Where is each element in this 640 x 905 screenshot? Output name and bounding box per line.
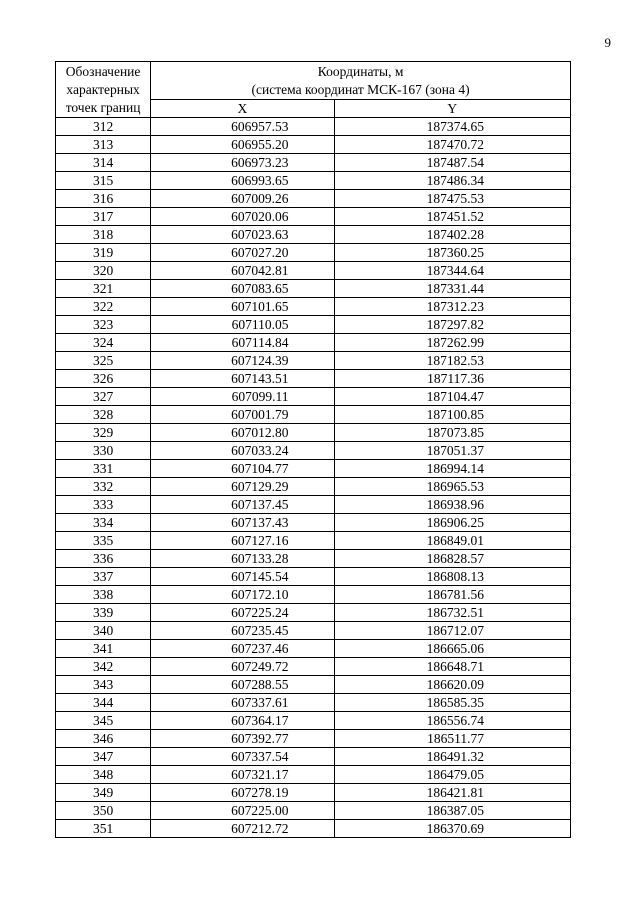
point-number-cell: 348 [56, 766, 151, 784]
table-row [56, 208, 571, 226]
x-coordinate-cell: 607129.29 [151, 478, 334, 496]
x-coordinate-cell: 606955.20 [151, 136, 334, 154]
table-row [56, 370, 571, 388]
table-row [56, 514, 571, 532]
point-number-cell: 317 [56, 208, 151, 226]
point-number-cell: 351 [56, 820, 151, 838]
point-number-cell: 350 [56, 802, 151, 820]
y-coordinate-cell: 187487.54 [334, 154, 570, 172]
x-coordinate-cell: 607104.77 [151, 460, 334, 478]
point-number-cell: 322 [56, 298, 151, 316]
y-coordinate-cell: 187051.37 [334, 442, 570, 460]
point-number-cell: 344 [56, 694, 151, 712]
y-coordinate-cell: 186994.14 [334, 460, 570, 478]
point-number-cell: 327 [56, 388, 151, 406]
point-number-cell: 342 [56, 658, 151, 676]
y-coordinate-cell: 187360.25 [334, 244, 570, 262]
point-number-cell: 316 [56, 190, 151, 208]
y-coordinate-cell: 186491.32 [334, 748, 570, 766]
table-row [56, 820, 571, 838]
point-number-cell: 325 [56, 352, 151, 370]
y-coordinate-cell: 186849.01 [334, 532, 570, 550]
table-row [56, 424, 571, 442]
y-coordinate-cell: 186620.09 [334, 676, 570, 694]
x-coordinate-cell: 607337.54 [151, 748, 334, 766]
point-number-cell: 337 [56, 568, 151, 586]
y-column-header: Y [334, 100, 570, 118]
y-coordinate-cell: 186965.53 [334, 478, 570, 496]
coordinates-table [55, 61, 571, 838]
table-row [56, 226, 571, 244]
coordinate-system-label: (система координат МСК-167 (зона 4) [251, 82, 470, 97]
x-coordinate-cell: 607027.20 [151, 244, 334, 262]
table-row [56, 352, 571, 370]
x-coordinate-cell: 607001.79 [151, 406, 334, 424]
y-coordinate-cell: 186906.25 [334, 514, 570, 532]
point-number-cell: 330 [56, 442, 151, 460]
y-coordinate-cell: 186421.81 [334, 784, 570, 802]
table-row [56, 622, 571, 640]
table-row [56, 766, 571, 784]
point-designation-header [56, 62, 151, 118]
x-coordinate-cell: 607137.43 [151, 514, 334, 532]
point-header-line-2: характерных [66, 82, 140, 97]
table-row [56, 478, 571, 496]
table-row [56, 676, 571, 694]
table-row [56, 496, 571, 514]
y-coordinate-cell: 186938.96 [334, 496, 570, 514]
y-coordinate-cell: 187344.64 [334, 262, 570, 280]
point-number-cell: 320 [56, 262, 151, 280]
table-header [56, 62, 571, 118]
y-coordinate-cell: 187486.34 [334, 172, 570, 190]
table-body [56, 118, 571, 838]
table-row [56, 694, 571, 712]
x-coordinate-cell: 607042.81 [151, 262, 334, 280]
x-coordinate-cell: 607237.46 [151, 640, 334, 658]
x-coordinate-cell: 607145.54 [151, 568, 334, 586]
point-number-cell: 324 [56, 334, 151, 352]
table-row [56, 532, 571, 550]
x-coordinate-cell: 607337.61 [151, 694, 334, 712]
coordinates-title: Координаты, м [317, 64, 404, 79]
x-coordinate-cell: 606973.23 [151, 154, 334, 172]
y-coordinate-cell: 186828.57 [334, 550, 570, 568]
x-coordinate-cell: 607288.55 [151, 676, 334, 694]
x-coordinate-cell: 607127.16 [151, 532, 334, 550]
y-coordinate-cell: 187297.82 [334, 316, 570, 334]
x-coordinate-cell: 606993.65 [151, 172, 334, 190]
y-coordinate-cell: 187312.23 [334, 298, 570, 316]
point-number-cell: 349 [56, 784, 151, 802]
y-coordinate-cell: 186665.06 [334, 640, 570, 658]
table-row [56, 748, 571, 766]
point-number-cell: 323 [56, 316, 151, 334]
point-number-cell: 332 [56, 478, 151, 496]
point-number-cell: 347 [56, 748, 151, 766]
table-row [56, 730, 571, 748]
y-coordinate-cell: 187104.47 [334, 388, 570, 406]
table-row [56, 316, 571, 334]
table-row [56, 262, 571, 280]
x-coordinate-cell: 607137.45 [151, 496, 334, 514]
y-coordinate-cell: 186585.35 [334, 694, 570, 712]
page-number: 9 [604, 35, 611, 50]
x-coordinate-cell: 607023.63 [151, 226, 334, 244]
point-number-cell: 339 [56, 604, 151, 622]
x-coordinate-cell: 607249.72 [151, 658, 334, 676]
point-number-cell: 315 [56, 172, 151, 190]
table-row [56, 658, 571, 676]
table-row [56, 334, 571, 352]
table-row [56, 172, 571, 190]
point-number-cell: 321 [56, 280, 151, 298]
x-coordinate-cell: 607392.77 [151, 730, 334, 748]
x-column-header: X [151, 100, 334, 118]
point-number-cell: 346 [56, 730, 151, 748]
y-coordinate-cell: 186556.74 [334, 712, 570, 730]
x-coordinate-cell: 607099.11 [151, 388, 334, 406]
point-number-cell: 336 [56, 550, 151, 568]
point-number-cell: 334 [56, 514, 151, 532]
y-coordinate-cell: 186387.05 [334, 802, 570, 820]
point-header-line-3: точек границ [65, 100, 141, 115]
x-coordinate-cell: 607101.65 [151, 298, 334, 316]
point-number-cell: 340 [56, 622, 151, 640]
y-coordinate-cell: 186511.77 [334, 730, 570, 748]
table-row [56, 802, 571, 820]
y-coordinate-cell: 186781.56 [334, 586, 570, 604]
x-coordinate-cell: 607143.51 [151, 370, 334, 388]
table-row [56, 244, 571, 262]
point-number-cell: 328 [56, 406, 151, 424]
x-coordinate-cell: 607364.17 [151, 712, 334, 730]
table-row [56, 442, 571, 460]
x-coordinate-cell: 607172.10 [151, 586, 334, 604]
point-number-cell: 312 [56, 118, 151, 136]
point-number-cell: 338 [56, 586, 151, 604]
y-coordinate-cell: 186732.51 [334, 604, 570, 622]
y-coordinate-cell: 187475.53 [334, 190, 570, 208]
point-header-line-1: Обозначение [65, 64, 141, 79]
table-row [56, 586, 571, 604]
point-number-cell: 313 [56, 136, 151, 154]
table-row [56, 712, 571, 730]
y-coordinate-cell: 187262.99 [334, 334, 570, 352]
point-number-cell: 314 [56, 154, 151, 172]
x-coordinate-cell: 607225.24 [151, 604, 334, 622]
point-number-cell: 319 [56, 244, 151, 262]
x-coordinate-cell: 607033.24 [151, 442, 334, 460]
x-coordinate-cell: 607278.19 [151, 784, 334, 802]
x-coordinate-cell: 607009.26 [151, 190, 334, 208]
y-coordinate-cell: 187470.72 [334, 136, 570, 154]
point-number-cell: 345 [56, 712, 151, 730]
y-coordinate-cell: 186712.07 [334, 622, 570, 640]
x-coordinate-cell: 607083.65 [151, 280, 334, 298]
x-coordinate-cell: 606957.53 [151, 118, 334, 136]
y-coordinate-cell: 187402.28 [334, 226, 570, 244]
y-coordinate-cell: 187117.36 [334, 370, 570, 388]
point-number-cell: 335 [56, 532, 151, 550]
y-coordinate-cell: 186808.13 [334, 568, 570, 586]
table-row [56, 550, 571, 568]
x-coordinate-cell: 607012.80 [151, 424, 334, 442]
y-coordinate-cell: 187073.85 [334, 424, 570, 442]
table-row [56, 604, 571, 622]
point-number-cell: 341 [56, 640, 151, 658]
y-coordinate-cell: 187331.44 [334, 280, 570, 298]
x-coordinate-cell: 607020.06 [151, 208, 334, 226]
x-coordinate-cell: 607124.39 [151, 352, 334, 370]
table-row [56, 784, 571, 802]
x-coordinate-cell: 607225.00 [151, 802, 334, 820]
y-coordinate-cell: 187182.53 [334, 352, 570, 370]
x-coordinate-cell: 607235.45 [151, 622, 334, 640]
point-number-cell: 318 [56, 226, 151, 244]
table-row [56, 640, 571, 658]
y-coordinate-cell: 187374.65 [334, 118, 570, 136]
table-row [56, 460, 571, 478]
table-row [56, 568, 571, 586]
table-row [56, 136, 571, 154]
table-row [56, 298, 571, 316]
y-coordinate-cell: 186648.71 [334, 658, 570, 676]
point-number-cell: 333 [56, 496, 151, 514]
table-row [56, 118, 571, 136]
x-coordinate-cell: 607114.84 [151, 334, 334, 352]
y-coordinate-cell: 187451.52 [334, 208, 570, 226]
table-row [56, 280, 571, 298]
table-row [56, 190, 571, 208]
y-coordinate-cell: 187100.85 [334, 406, 570, 424]
x-coordinate-cell: 607110.05 [151, 316, 334, 334]
table-row [56, 388, 571, 406]
x-coordinate-cell: 607133.28 [151, 550, 334, 568]
y-coordinate-cell: 186479.05 [334, 766, 570, 784]
y-coordinate-cell: 186370.69 [334, 820, 570, 838]
table-row [56, 406, 571, 424]
point-number-cell: 331 [56, 460, 151, 478]
x-coordinate-cell: 607321.17 [151, 766, 334, 784]
coordinates-header [151, 62, 571, 100]
point-number-cell: 329 [56, 424, 151, 442]
point-number-cell: 326 [56, 370, 151, 388]
point-number-cell: 343 [56, 676, 151, 694]
table-row [56, 154, 571, 172]
x-coordinate-cell: 607212.72 [151, 820, 334, 838]
